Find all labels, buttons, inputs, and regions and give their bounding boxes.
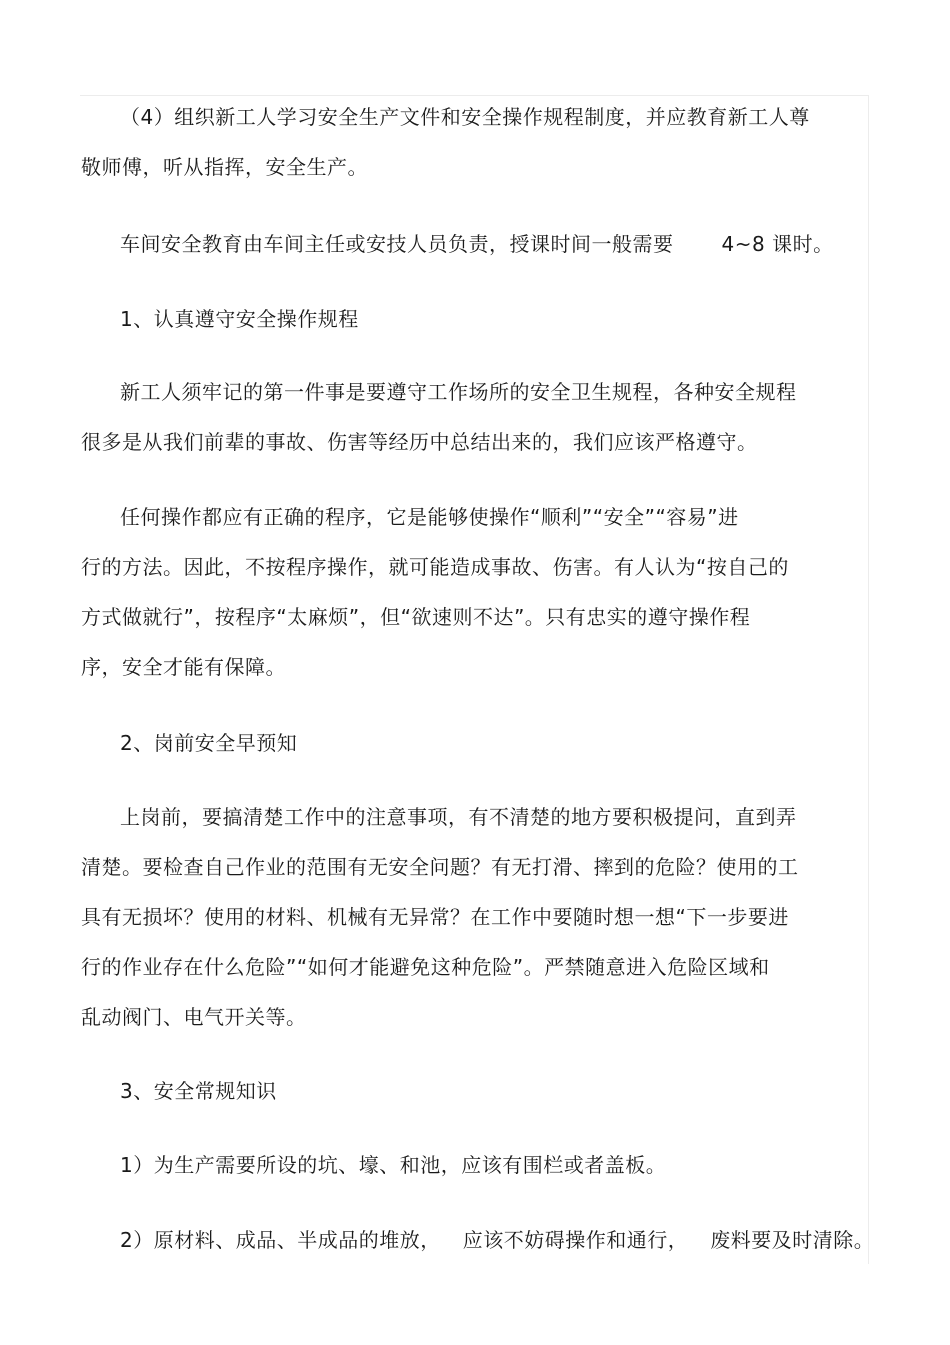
paragraph-line: 具有无损坏？使用的材料、机械有无异常？在工作中要随时想一想“下一步要进 (81, 905, 789, 929)
text-segment: 应该不妨碍操作和通行， (462, 1228, 689, 1252)
text-segment: 2）原材料、成品、半成品的堆放， (120, 1228, 441, 1252)
text-segment: 4~8 课时。 (721, 232, 834, 256)
paragraph-line: 乱动阀门、电气开关等。 (81, 1005, 307, 1029)
section-heading: 1、认真遵守安全操作规程 (120, 307, 359, 331)
paragraph-line: 清楚。要检查自己作业的范围有无安全问题？有无打滑、摔到的危险？使用的工 (81, 855, 799, 879)
paragraph-line: 新工人须牢记的第一件事是要遵守工作场所的安全卫生规程，各种安全规程 (120, 380, 797, 404)
section-heading: 3、安全常规知识 (120, 1079, 277, 1103)
paragraph-line: 任何操作都应有正确的程序，它是能够使操作“顺利”“安全”“容易”进 (120, 505, 739, 529)
paragraph-line: 序，安全才能有保障。 (81, 655, 286, 679)
section-heading: 2、岗前安全早预知 (120, 731, 298, 755)
paragraph-line-with-gap (120, 230, 834, 258)
paragraph-line: （4）组织新工人学习安全生产文件和安全操作规程制度，并应教育新工人尊 (120, 105, 810, 129)
paragraph-line: 敬师傅，听从指挥，安全生产。 (81, 155, 368, 179)
paragraph-line: 行的作业存在什么危险”“如何才能避免这种危险”。严禁随意进入危险区域和 (81, 955, 770, 979)
list-item: 1）为生产需要所设的坑、壕、和池，应该有围栏或者盖板。 (120, 1153, 667, 1177)
list-item-with-gaps (120, 1226, 874, 1254)
paragraph-line: 方式做就行”，按程序“太麻烦”，但“欲速则不达”。只有忠实的遵守操作程 (81, 605, 751, 629)
text-segment: 废料要及时清除。 (710, 1228, 875, 1252)
paragraph-line: 上岗前，要搞清楚工作中的注意事项，有不清楚的地方要积极提问，直到弄 (120, 805, 797, 829)
paragraph-line: 行的方法。因此，不按程序操作，就可能造成事故、伤害。有人认为“按自己的 (81, 555, 789, 579)
text-segment: 车间安全教育由车间主任或安技人员负责，授课时间一般需要 (120, 232, 674, 256)
paragraph-line: 很多是从我们前辈的事故、伤害等经历中总结出来的，我们应该严格遵守。 (81, 430, 758, 454)
